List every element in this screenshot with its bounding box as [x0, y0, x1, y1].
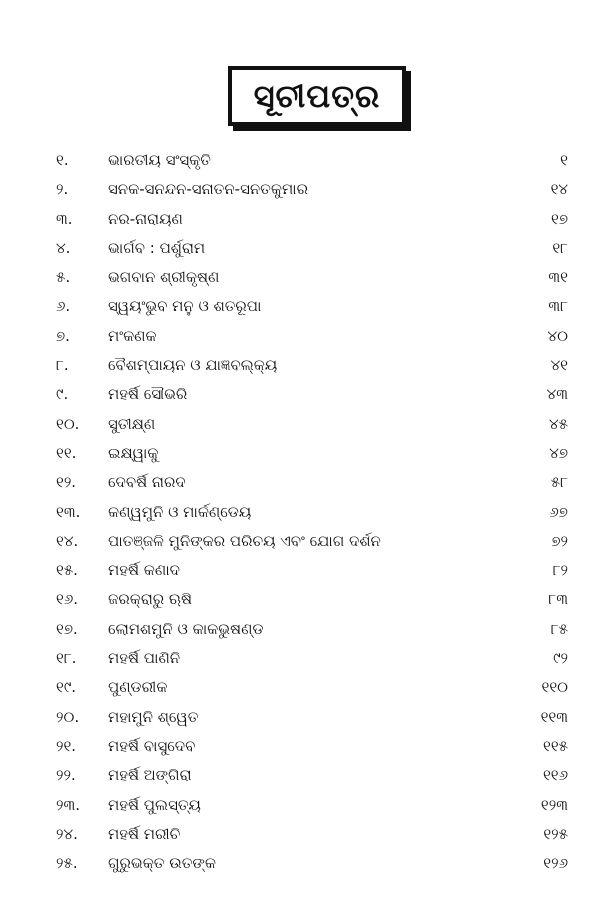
toc-entry-page-number: ୫୮ [550, 473, 568, 492]
toc-entry-number: ୧୯. [56, 678, 77, 697]
toc-entry [0, 673, 600, 702]
toc-entry [0, 468, 600, 497]
toc-entry-title: ଗୁରୁଭକ୍ତ ଉତଙ୍କ [108, 854, 216, 873]
toc-entry-page-number: ୧୭ [551, 209, 568, 228]
toc-entry-title: ମହର୍ଷି ମରୀଚି [108, 824, 181, 843]
toc-entry-number: ୧୭. [56, 619, 78, 638]
toc-entry [0, 849, 600, 878]
toc-entry-number: ୧୦. [56, 414, 80, 433]
toc-entry-number: ୨୦. [56, 707, 80, 726]
toc-entry-number: ୧୧. [56, 443, 77, 462]
toc-entry [0, 791, 600, 820]
toc-entry-title: ମଂକଣକ [108, 326, 157, 345]
toc-entry-number: ୧୨. [56, 473, 77, 492]
toc-entry-number: ୨. [56, 180, 69, 199]
toc-entry-title: ବୈଶମ୍ପାୟନ ଓ ଯାଜ୍ଞବଲ୍କ୍ୟ [108, 356, 278, 375]
toc-entry-title: ଇକ୍ଷ୍ୱାକୁ [108, 443, 159, 462]
toc-entry-title: କଣ୍ୱମୁନି ଓ ମାର୍କଣ୍ଡେୟ [108, 502, 252, 521]
toc-entry [0, 644, 600, 673]
toc-entry-page-number: ୧୨୩ [540, 795, 568, 814]
toc-entry-title: ଭଗବାନ ଶ୍ରୀକୃଷ୍ଣ [108, 268, 220, 287]
toc-entry-page-number: ୪୦ [547, 326, 568, 345]
toc-entry-title: ସନକ-ସନନ୍ଦନ-ସନାତନ-ସନତକୁମାର [108, 180, 308, 199]
toc-entry-page-number: ୪୫ [549, 414, 568, 433]
toc-entry-page-number: ୬୭ [549, 502, 568, 521]
toc-entry-number: ୨୪. [56, 824, 78, 843]
toc-entry-number: ୧୫. [56, 561, 78, 580]
toc-entry-page-number: ୧୪ [550, 180, 568, 199]
toc-entry-title: ମହର୍ଷି କଣାଦ [108, 561, 180, 580]
toc-entry-number: ୩. [56, 209, 73, 228]
toc-entry-number: ୧୮. [56, 649, 77, 668]
toc-entry [0, 292, 600, 321]
toc-entry-title: ସୁତୀକ୍ଷ୍ଣ [108, 414, 156, 433]
toc-entry-page-number: ୭୨ [551, 531, 568, 550]
contents-title-box [228, 66, 406, 126]
toc-entry [0, 703, 600, 732]
toc-entry-number: ୨୩. [56, 795, 81, 814]
toc-entry-title: ମହାମୁନି ଶ୍ୱେତ [108, 707, 199, 726]
toc-entry-title: ମହର୍ଷି ସୌଭରି [108, 385, 188, 404]
toc-entry-number: ୮. [56, 356, 69, 375]
toc-entry-number: ୧୩. [56, 502, 81, 521]
toc-entry-title: ଜରକ୍ରାରୁ ଋଷି [108, 590, 193, 609]
toc-entry-title: ଭାର୍ଗବ : ପର୍ଶୁରାମ [108, 238, 206, 257]
toc-entry-page-number: ୧୨୫ [543, 824, 568, 843]
toc-entry-page-number: ୧୧୩ [540, 707, 568, 726]
toc-entry-number: ୫. [56, 268, 71, 287]
toc-entry [0, 175, 600, 204]
toc-entry-title: ଲୋମଶମୁନି ଓ କାକଭୁଷଣ୍ଡ [108, 619, 264, 638]
toc-entry [0, 351, 600, 380]
toc-entry-page-number: ୩୮ [548, 297, 568, 316]
page-title: ସୂଚୀପତ୍ର [253, 77, 381, 115]
toc-entry-number: ୨୨. [56, 766, 76, 785]
toc-entry [0, 585, 600, 614]
toc-entry-page-number: ୪୭ [549, 443, 568, 462]
toc-entry-page-number: ୮୫ [550, 619, 568, 638]
toc-entry-title: ନର-ନାରାୟଣ [108, 209, 183, 228]
toc-entry-page-number: ୯୨ [553, 649, 568, 668]
toc-entry-page-number: ୪୧ [550, 356, 568, 375]
toc-entry-number: ୬. [56, 297, 71, 316]
toc-entry [0, 234, 600, 263]
toc-entry [0, 322, 600, 351]
toc-entry [0, 263, 600, 292]
toc-entry [0, 380, 600, 409]
toc-entry-page-number: ୮୨ [552, 561, 568, 580]
toc-entry [0, 527, 600, 556]
toc-entry-page-number: ୮୩ [548, 590, 568, 609]
toc-entry-page-number: ୧୮ [552, 238, 568, 257]
toc-entry [0, 732, 600, 761]
toc-entry [0, 205, 600, 234]
toc-entry-title: ମହର୍ଷି ବାସୁଦେବ [108, 736, 196, 755]
toc-entry-title: ପାତଞ୍ଜଳି ମୁନିଙ୍କର ପରିଚୟ ଏବଂ ଯୋଗ ଦର୍ଶନ [108, 531, 381, 550]
toc-entry [0, 498, 600, 527]
toc-entry-page-number: ୧୧୫ [543, 736, 568, 755]
toc-entry-page-number: ୪୩ [546, 385, 568, 404]
toc-entry-number: ୪. [56, 238, 71, 257]
toc-entry-number: ୧. [56, 151, 69, 169]
toc-entry-page-number: ୧୧୬ [542, 766, 568, 785]
toc-entry-number: ୧୪. [56, 531, 79, 550]
toc-entry-title: ଭାରତୀୟ ସଂସ୍କୃତି [108, 151, 211, 169]
toc-entry [0, 615, 600, 644]
toc-entry-number: ୯. [56, 385, 69, 404]
toc-entry-page-number: ୧୨୬ [543, 854, 568, 873]
toc-entry-title: ମହର୍ଷି ପାଣିନି [108, 649, 181, 668]
toc-entry [0, 556, 600, 585]
toc-entry-number: ୨୫. [56, 854, 78, 873]
toc-entry-page-number: ୧ [560, 151, 568, 169]
toc-entry-number: ୨୧. [56, 736, 77, 755]
toc-entry-number: ୭. [56, 326, 70, 345]
toc-entry-title: ସ୍ୱୟଂଭୁବ ମନୁ ଓ ଶତରୂପା [108, 297, 262, 316]
toc-entry-title: ପୁଣ୍ଡରୀକ [108, 678, 168, 697]
toc-entry-title: ଦେବର୍ଷି ନାରଦ [108, 473, 186, 492]
toc-entry [0, 761, 600, 790]
toc-entry-page-number: ୧୧୦ [541, 678, 568, 697]
toc-entry-page-number: ୩୧ [548, 268, 568, 287]
toc-entry-title: ମହର୍ଷି ପୁଲସ୍ତ୍ୟ [108, 795, 201, 814]
toc-entry [0, 439, 600, 468]
toc-entry-title: ମହର୍ଷି ଅଙ୍ଗିରା [108, 766, 192, 785]
toc-entry [0, 820, 600, 849]
toc-entry [0, 410, 600, 439]
toc-entry-number: ୧୬. [56, 590, 79, 609]
toc-entry [0, 146, 600, 175]
table-of-contents [0, 146, 600, 878]
